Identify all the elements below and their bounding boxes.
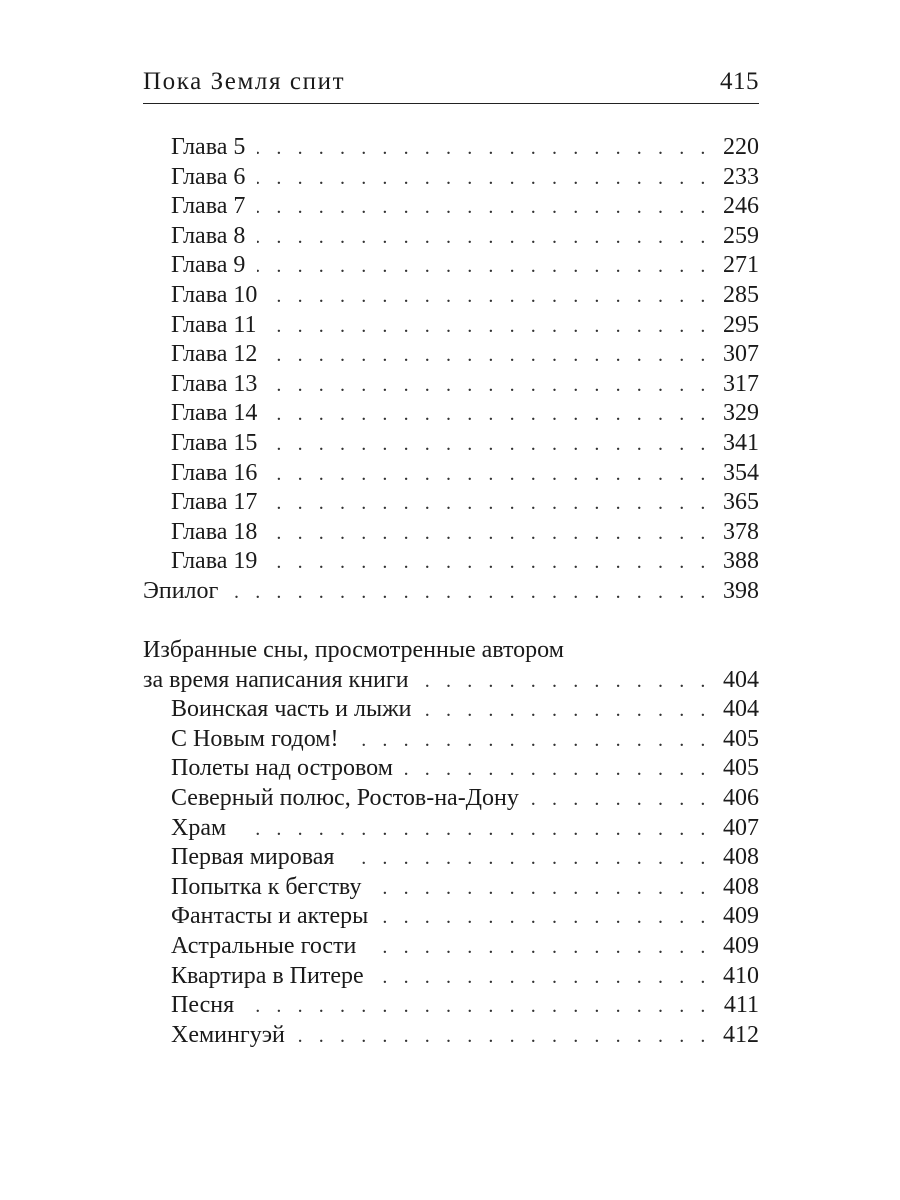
toc-entry-page: 259 — [723, 222, 759, 249]
toc-entry-dream — [143, 754, 759, 784]
toc-entry-chapter-10 — [143, 281, 759, 311]
toc-entry-dream — [143, 932, 759, 962]
toc-entry-label: Глава 5 — [171, 134, 246, 160]
dot-leader — [268, 312, 711, 342]
toc-entry-label: Попытка к бегству — [171, 873, 362, 900]
toc-entry-dream — [143, 1021, 759, 1051]
toc-entry-chapter-8 — [143, 222, 759, 252]
toc-entry-page: 271 — [723, 252, 759, 279]
toc-entry-page: 405 — [723, 755, 759, 782]
toc-entry-page: 295 — [723, 311, 759, 338]
toc-entry-page: 246 — [723, 193, 759, 220]
dot-leader — [230, 578, 711, 608]
toc-entry-label: Полеты над островом — [171, 755, 393, 782]
dot-leader — [346, 844, 711, 874]
toc-entry-label: Глава 14 — [171, 400, 258, 427]
toc-entry-label: Квартира в Питере — [171, 962, 364, 989]
toc-entry-page: 406 — [723, 785, 759, 812]
page-number: 415 — [720, 68, 759, 95]
dot-leader — [424, 696, 711, 726]
toc-entry-dream — [143, 725, 759, 755]
toc-entry-label: Астральные гости — [171, 933, 357, 960]
toc-entry-page: 412 — [723, 1021, 759, 1048]
dreams-section-title-line2 — [143, 666, 759, 696]
toc-entry-label: Глава 12 — [171, 341, 258, 368]
dot-leader — [297, 1022, 711, 1052]
toc-entry-page: 407 — [723, 814, 759, 841]
toc-entry-label: Глава 7 — [171, 193, 246, 220]
dot-leader — [269, 519, 711, 549]
toc-entry-dream — [143, 695, 759, 725]
toc-entry-page: 317 — [723, 370, 759, 397]
toc-entry-chapter-7 — [143, 192, 759, 222]
toc-entry-page: 408 — [723, 873, 759, 900]
toc-entry-chapter-19 — [143, 547, 759, 577]
toc-entry-label: Фантасты и актеры — [171, 903, 369, 930]
toc-entry-page: 378 — [723, 518, 759, 545]
toc-entry-dream — [143, 873, 759, 903]
running-header — [143, 66, 759, 104]
toc-entry-chapter-13 — [143, 370, 759, 400]
dreams-section-title-line1: Избранные сны, просмотренные автором — [143, 637, 564, 664]
toc-entry-chapter-14 — [143, 399, 759, 429]
toc-entry-label: Храм — [171, 814, 227, 841]
dot-leader — [376, 963, 711, 993]
dot-leader — [269, 460, 711, 490]
dot-leader — [269, 371, 711, 401]
toc-entry-label: Глава 15 — [171, 429, 258, 456]
dot-leader — [257, 193, 711, 223]
dot-leader — [531, 785, 711, 815]
toc-entry-label: Первая мировая — [171, 844, 335, 871]
toc-entry-chapter-16 — [143, 459, 759, 489]
dot-leader — [257, 134, 711, 164]
dot-leader — [246, 992, 711, 1022]
dot-leader — [368, 933, 711, 963]
table-of-contents — [143, 133, 759, 1050]
toc-entry-label: за время написания книги — [143, 666, 409, 693]
toc-entry-label: Глава 13 — [171, 370, 258, 397]
dot-leader — [257, 252, 711, 282]
dot-leader — [269, 341, 711, 371]
toc-entry-label: Глава 9 — [171, 252, 246, 279]
toc-entry-epilogue — [143, 577, 759, 607]
dot-leader — [269, 489, 711, 519]
toc-entry-dream — [143, 814, 759, 844]
toc-entry-page: 365 — [723, 489, 759, 516]
toc-entry-page: 388 — [723, 548, 759, 575]
toc-entry-page: 404 — [723, 666, 759, 693]
dot-leader — [257, 164, 711, 194]
toc-entry-dream — [143, 784, 759, 814]
toc-entry-page: 307 — [723, 341, 759, 368]
toc-entry-page: 233 — [723, 163, 759, 190]
toc-entry-chapter-17 — [143, 488, 759, 518]
toc-entry-label: Северный полюс, Ростов-на-Дону — [171, 785, 519, 812]
toc-entry-page: 411 — [723, 992, 759, 1019]
toc-entry-page: 408 — [723, 844, 759, 871]
toc-entry-chapter-18 — [143, 518, 759, 548]
dot-leader — [380, 903, 711, 933]
toc-entry-dream — [143, 902, 759, 932]
toc-entry-chapter-5 — [143, 133, 759, 163]
toc-entry-page: 409 — [723, 903, 759, 930]
toc-entry-dream — [143, 962, 759, 992]
toc-entry-label: Глава 16 — [171, 459, 258, 486]
toc-entry-chapter-6 — [143, 163, 759, 193]
dot-leader — [373, 874, 711, 904]
toc-entry-label: Хемингуэй — [171, 1021, 285, 1048]
toc-entry-page: 409 — [723, 933, 759, 960]
toc-entry-chapter-11 — [143, 311, 759, 341]
toc-entry-label: Глава 10 — [171, 281, 258, 308]
dot-leader — [257, 223, 711, 253]
section-spacer — [143, 607, 759, 637]
toc-entry-page: 354 — [723, 459, 759, 486]
toc-entry-label: Глава 6 — [171, 163, 246, 190]
dot-leader — [269, 548, 711, 578]
toc-entry-chapter-12 — [143, 340, 759, 370]
toc-entry-label: Глава 18 — [171, 518, 258, 545]
dot-leader — [421, 667, 711, 697]
toc-entry-label: С Новым годом! — [171, 725, 339, 752]
toc-entry-page: 285 — [723, 281, 759, 308]
dot-leader — [269, 430, 711, 460]
toc-entry-dream — [143, 991, 759, 1021]
toc-entry-label: Глава 19 — [171, 548, 258, 575]
toc-entry-page: 341 — [723, 429, 759, 456]
toc-entry-label: Глава 8 — [171, 222, 246, 249]
dot-leader — [350, 726, 711, 756]
toc-entry-page: 405 — [723, 725, 759, 752]
dot-leader — [269, 400, 711, 430]
toc-entry-page: 404 — [723, 696, 759, 723]
toc-entry-chapter-15 — [143, 429, 759, 459]
book-title: Пока Земля спит — [143, 68, 346, 95]
toc-entry-page: 410 — [723, 962, 759, 989]
toc-entry-chapter-9 — [143, 251, 759, 281]
dot-leader — [238, 815, 711, 845]
toc-entry-label: Глава 11 — [171, 311, 257, 338]
toc-entry-page: 220 — [723, 134, 759, 160]
toc-entry-label: Глава 17 — [171, 489, 258, 516]
dot-leader — [405, 755, 711, 785]
toc-entry-label: Воинская часть и лыжи — [171, 696, 412, 723]
dot-leader — [269, 282, 711, 312]
toc-entry-label: Песня — [171, 992, 235, 1019]
toc-entry-label: Эпилог — [143, 577, 219, 604]
toc-entry-dream — [143, 843, 759, 873]
toc-entry-page: 329 — [723, 400, 759, 427]
toc-entry-page: 398 — [723, 577, 759, 604]
